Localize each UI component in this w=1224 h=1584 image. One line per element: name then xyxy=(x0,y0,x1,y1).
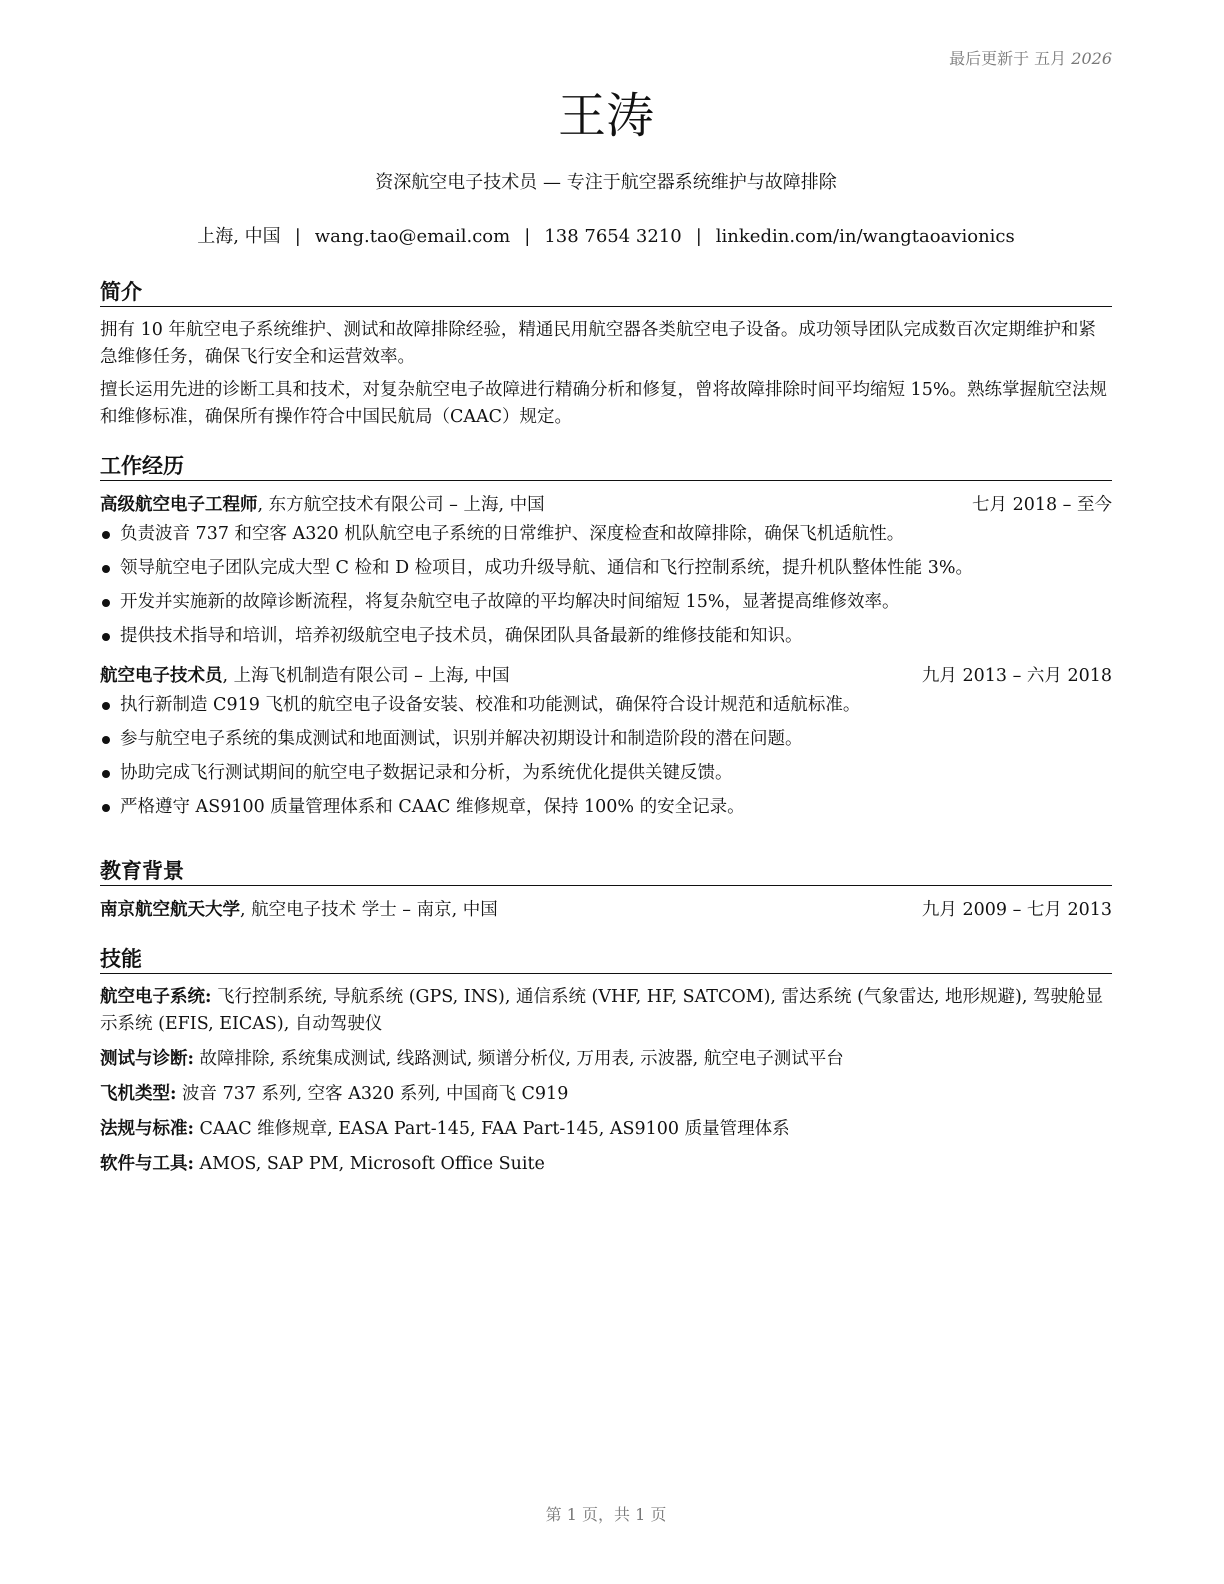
bullet-dot-icon xyxy=(102,565,110,573)
job-bullets xyxy=(100,692,1112,821)
last-updated-label: 最后更新于 五月 xyxy=(949,49,1067,68)
bullet-text: 执行新制造 C919 飞机的航空电子设备安装、校准和功能测试，确保符合设计规范和适航标准。 xyxy=(120,695,861,715)
experience-section xyxy=(100,452,1112,828)
job-role: 高级航空电子工程师 xyxy=(100,495,258,515)
bullet-dot-icon xyxy=(102,804,110,812)
bullet-dot-icon xyxy=(102,702,110,710)
skill-line xyxy=(100,1151,1112,1178)
bullet-text: 参与航空电子系统的集成测试和地面测试，识别并解决初期设计和制造阶段的潜在问题。 xyxy=(120,729,803,749)
skills-section xyxy=(100,945,1112,1186)
job-org: , 上海飞机制造有限公司 – 上海, 中国 xyxy=(222,666,510,686)
summary-paragraph: 擅长运用先进的诊断工具和技术，对复杂航空电子故障进行精确分析和修复，曾将故障排除时间平均缩短 15%。熟练掌握航空法规和维修标准，确保所有操作符合中国民航局（CAAC）规定。 xyxy=(100,380,1107,427)
bullet-dot-icon xyxy=(102,736,110,744)
skill-label: 飞机类型: xyxy=(100,1084,177,1104)
skill-value: 波音 737 系列, 空客 A320 系列, 中国商飞 C919 xyxy=(176,1084,569,1104)
skill-line xyxy=(100,1116,1112,1143)
skill-label: 法规与标准: xyxy=(100,1119,194,1139)
skill-line xyxy=(100,1046,1112,1073)
bullet-text: 严格遵守 AS9100 质量管理体系和 CAAC 维修规章，保持 100% 的安全记录。 xyxy=(120,797,745,817)
page-number: 第 1 页，共 1 页 xyxy=(545,1505,667,1524)
bullet-item xyxy=(100,623,1112,650)
education-dates: 九月 2009 – 七月 2013 xyxy=(921,900,1112,920)
skill-line xyxy=(100,984,1112,1038)
bullet-text: 领导航空电子团队完成大型 C 检和 D 检项目，成功升级导航、通信和飞行控制系统，提升机队整体性能 3%。 xyxy=(120,558,973,578)
contact-separator: | xyxy=(695,226,702,247)
job-entry xyxy=(100,662,1112,821)
contact-linkedin-link[interactable]: linkedin.com/in/wangtaoavionics xyxy=(715,226,1015,247)
job-dates: 九月 2013 – 六月 2018 xyxy=(921,666,1112,686)
bullet-item xyxy=(100,692,1112,719)
job-bullets xyxy=(100,521,1112,650)
skill-label: 测试与诊断: xyxy=(100,1049,194,1069)
job-header xyxy=(100,662,1112,690)
bullet-item xyxy=(100,521,1112,548)
resume-page xyxy=(100,0,1112,1584)
bullet-item xyxy=(100,760,1112,787)
section-title-skills: 技能 xyxy=(100,945,1112,974)
bullet-item xyxy=(100,726,1112,753)
skill-value: AMOS, SAP PM, Microsoft Office Suite xyxy=(193,1154,545,1174)
education-detail: , 航空电子技术 学士 – 南京, 中国 xyxy=(240,900,498,920)
contact-line xyxy=(100,224,1112,250)
person-name: 王涛 xyxy=(557,88,654,144)
section-title-education: 教育背景 xyxy=(100,857,1112,886)
skill-line xyxy=(100,1081,1112,1108)
bullet-dot-icon xyxy=(102,770,110,778)
skill-value: 飞行控制系统, 导航系统 (GPS, INS), 通信系统 (VHF, HF, SATCOM), 雷达系统 (气象雷达, 地形规避), 驾驶舱显示系统 (EFIS, EICAS), 自动驾驶仪 xyxy=(100,987,1104,1034)
bullet-text: 开发并实施新的故障诊断流程，将复杂航空电子故障的平均解决时间缩短 15%，显著提高维修效率。 xyxy=(120,592,900,612)
bullet-dot-icon xyxy=(102,599,110,607)
skill-value: 故障排除, 系统集成测试, 线路测试, 频谱分析仪, 万用表, 示波器, 航空电子测试平台 xyxy=(193,1049,844,1069)
bullet-dot-icon xyxy=(102,633,110,641)
summary-paragraph: 拥有 10 年航空电子系统维护、测试和故障排除经验，精通民用航空器各类航空电子设备。成功领导团队完成数百次定期维护和紧急维修任务，确保飞行安全和运营效率。 xyxy=(100,320,1096,367)
bullet-item xyxy=(100,589,1112,616)
last-updated xyxy=(949,46,1112,69)
education-section xyxy=(100,857,1112,924)
skill-value: CAAC 维修规章, EASA Part-145, FAA Part-145, AS9100 质量管理体系 xyxy=(193,1119,790,1139)
education-school: 南京航空航天大学 xyxy=(100,900,240,920)
bullet-text: 负责波音 737 和空客 A320 机队航空电子系统的日常维护、深度检查和故障排除，确保飞机适航性。 xyxy=(120,524,905,544)
tagline: 资深航空电子技术员 — 专注于航空器系统维护与故障排除 xyxy=(375,172,837,193)
section-title-summary: 简介 xyxy=(100,278,1112,307)
contact-phone: 138 7654 3210 xyxy=(544,226,682,247)
section-title-experience: 工作经历 xyxy=(100,452,1112,481)
bullet-item xyxy=(100,555,1112,582)
contact-location: 上海, 中国 xyxy=(197,226,281,247)
skill-label: 航空电子系统: xyxy=(100,987,212,1007)
education-entry xyxy=(100,896,1112,924)
skill-label: 软件与工具: xyxy=(100,1154,194,1174)
contact-email-link[interactable]: wang.tao@email.com xyxy=(314,226,511,247)
job-role: 航空电子技术员 xyxy=(100,666,223,686)
summary-section xyxy=(100,278,1112,437)
contact-separator: | xyxy=(524,226,531,247)
last-updated-year: 2026 xyxy=(1071,49,1112,68)
job-header xyxy=(100,491,1112,519)
bullet-item xyxy=(100,794,1112,821)
job-dates: 七月 2018 – 至今 xyxy=(972,495,1112,515)
bullet-text: 协助完成飞行测试期间的航空电子数据记录和分析，为系统优化提供关键反馈。 xyxy=(120,763,733,783)
bullet-dot-icon xyxy=(102,531,110,539)
job-org: , 东方航空技术有限公司 – 上海, 中国 xyxy=(257,495,545,515)
bullet-text: 提供技术指导和培训，培养初级航空电子技术员，确保团队具备最新的维修技能和知识。 xyxy=(120,626,803,646)
job-entry xyxy=(100,491,1112,650)
contact-separator: | xyxy=(294,226,301,247)
